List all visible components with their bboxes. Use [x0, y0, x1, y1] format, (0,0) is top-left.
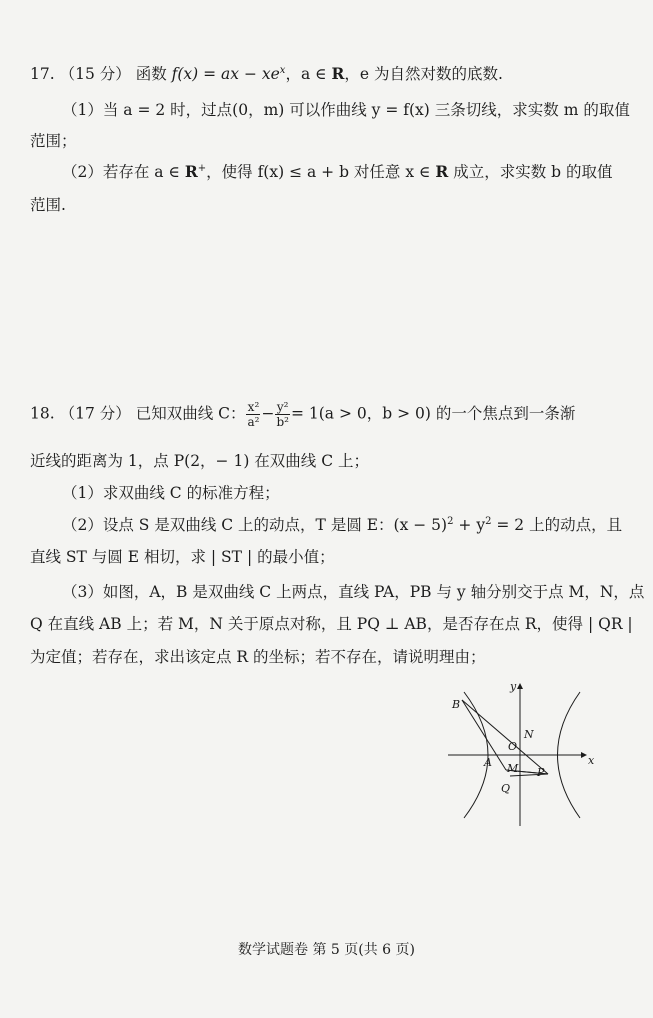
- label-y: y: [510, 680, 517, 693]
- q17-p2-plus: +: [197, 163, 207, 174]
- q18-stem-text-b: = 1(a > 0，b > 0) 的一个焦点到一条渐: [290, 404, 576, 423]
- frac2-numerator: y²: [276, 400, 289, 414]
- q17-p2-text-b: ，使得 f(x) ≤ a + b 对任意 x ∈: [206, 163, 436, 181]
- q18-p2-square-1: 2: [447, 516, 454, 527]
- q17-part1-line2: 范围；: [30, 132, 77, 150]
- label-x: x: [588, 754, 595, 767]
- label-N: N: [524, 728, 534, 741]
- frac2-denominator: b²: [276, 415, 289, 429]
- q18-part1: （1）求双曲线 C 的标准方程；: [62, 484, 280, 502]
- label-Q: Q: [501, 782, 511, 795]
- q18-stem-line2: 近线的距离为 1，点 P(2，− 1) 在双曲线 C 上；: [30, 452, 370, 470]
- q18-number: 18.: [30, 404, 55, 423]
- q17-part2-line1: [62, 160, 652, 184]
- page-footer: 数学试题卷 第 5 页(共 6 页): [238, 942, 415, 958]
- q17-part2-line2: 范围.: [30, 196, 66, 214]
- q18-p2-text-c: = 2 上的动点，且: [491, 516, 623, 534]
- q17-stem-text-b: ，a ∈: [285, 65, 332, 83]
- q17-p2-reals: R: [184, 162, 198, 181]
- q17-stem-text-c: ，e 为自然对数的底数.: [344, 65, 503, 83]
- q18-stem-text: 已知双曲线 C：: [135, 404, 246, 423]
- label-P: P: [537, 766, 545, 779]
- q17-p2-text-a: （2）若存在 a ∈: [62, 163, 185, 181]
- label-A: A: [484, 756, 492, 769]
- q18-stem: [30, 400, 620, 429]
- q17-function: f(x) = ax − xe: [171, 65, 280, 83]
- hyperbola-figure: [440, 678, 610, 830]
- q17-p2-text-c: 成立，求实数 b 的取值: [448, 163, 613, 181]
- label-M: M: [507, 762, 519, 775]
- q18-p2-text-b: + y: [453, 516, 486, 534]
- q18-score: （17 分）: [59, 404, 131, 423]
- q17-part1-line1: （1）当 a = 2 时，过点(0，m) 可以作曲线 y = f(x) 三条切线，求实数 m 的取值: [62, 101, 630, 119]
- q17-score: （15 分）: [59, 65, 131, 83]
- fraction-y2-b2: [275, 400, 290, 429]
- q17-reals: R: [331, 64, 345, 83]
- q18-part3-line1: （3）如图，A，B 是双曲线 C 上两点，直线 PA，PB 与 y 轴分别交于点 M，N，点: [62, 583, 645, 601]
- q18-part2-line1: [62, 513, 652, 537]
- q18-minus: −: [261, 404, 275, 423]
- q18-part3-line3: 为定值；若存在，求出该定点 R 的坐标；若不存在，请说明理由；: [30, 648, 486, 666]
- q18-part2-line2: 直线 ST 与圆 E 相切，求 | ST | 的最小值；: [30, 548, 335, 566]
- frac1-denominator: a²: [247, 415, 260, 429]
- q17-number: 17.: [30, 65, 55, 83]
- frac1-numerator: x²: [247, 400, 260, 414]
- q17-stem-text: 函数: [135, 65, 167, 83]
- q18-p2-square-2: 2: [485, 516, 492, 527]
- label-B: B: [452, 698, 461, 711]
- line-PB: [462, 700, 548, 774]
- q17-stem: [30, 62, 620, 86]
- fraction-x2-a2: [246, 400, 260, 429]
- q17-exponent: x: [279, 65, 286, 76]
- label-O: O: [508, 740, 518, 753]
- q18-p2-text-a: （2）设点 S 是双曲线 C 上的动点，T 是圆 E：(x − 5): [62, 516, 448, 534]
- q18-part3-line2: Q 在直线 AB 上；若 M，N 关于原点对称，且 PQ ⊥ AB，是否存在点 R，使得 | QR |: [30, 615, 633, 633]
- q17-p2-reals-2: R: [435, 162, 449, 181]
